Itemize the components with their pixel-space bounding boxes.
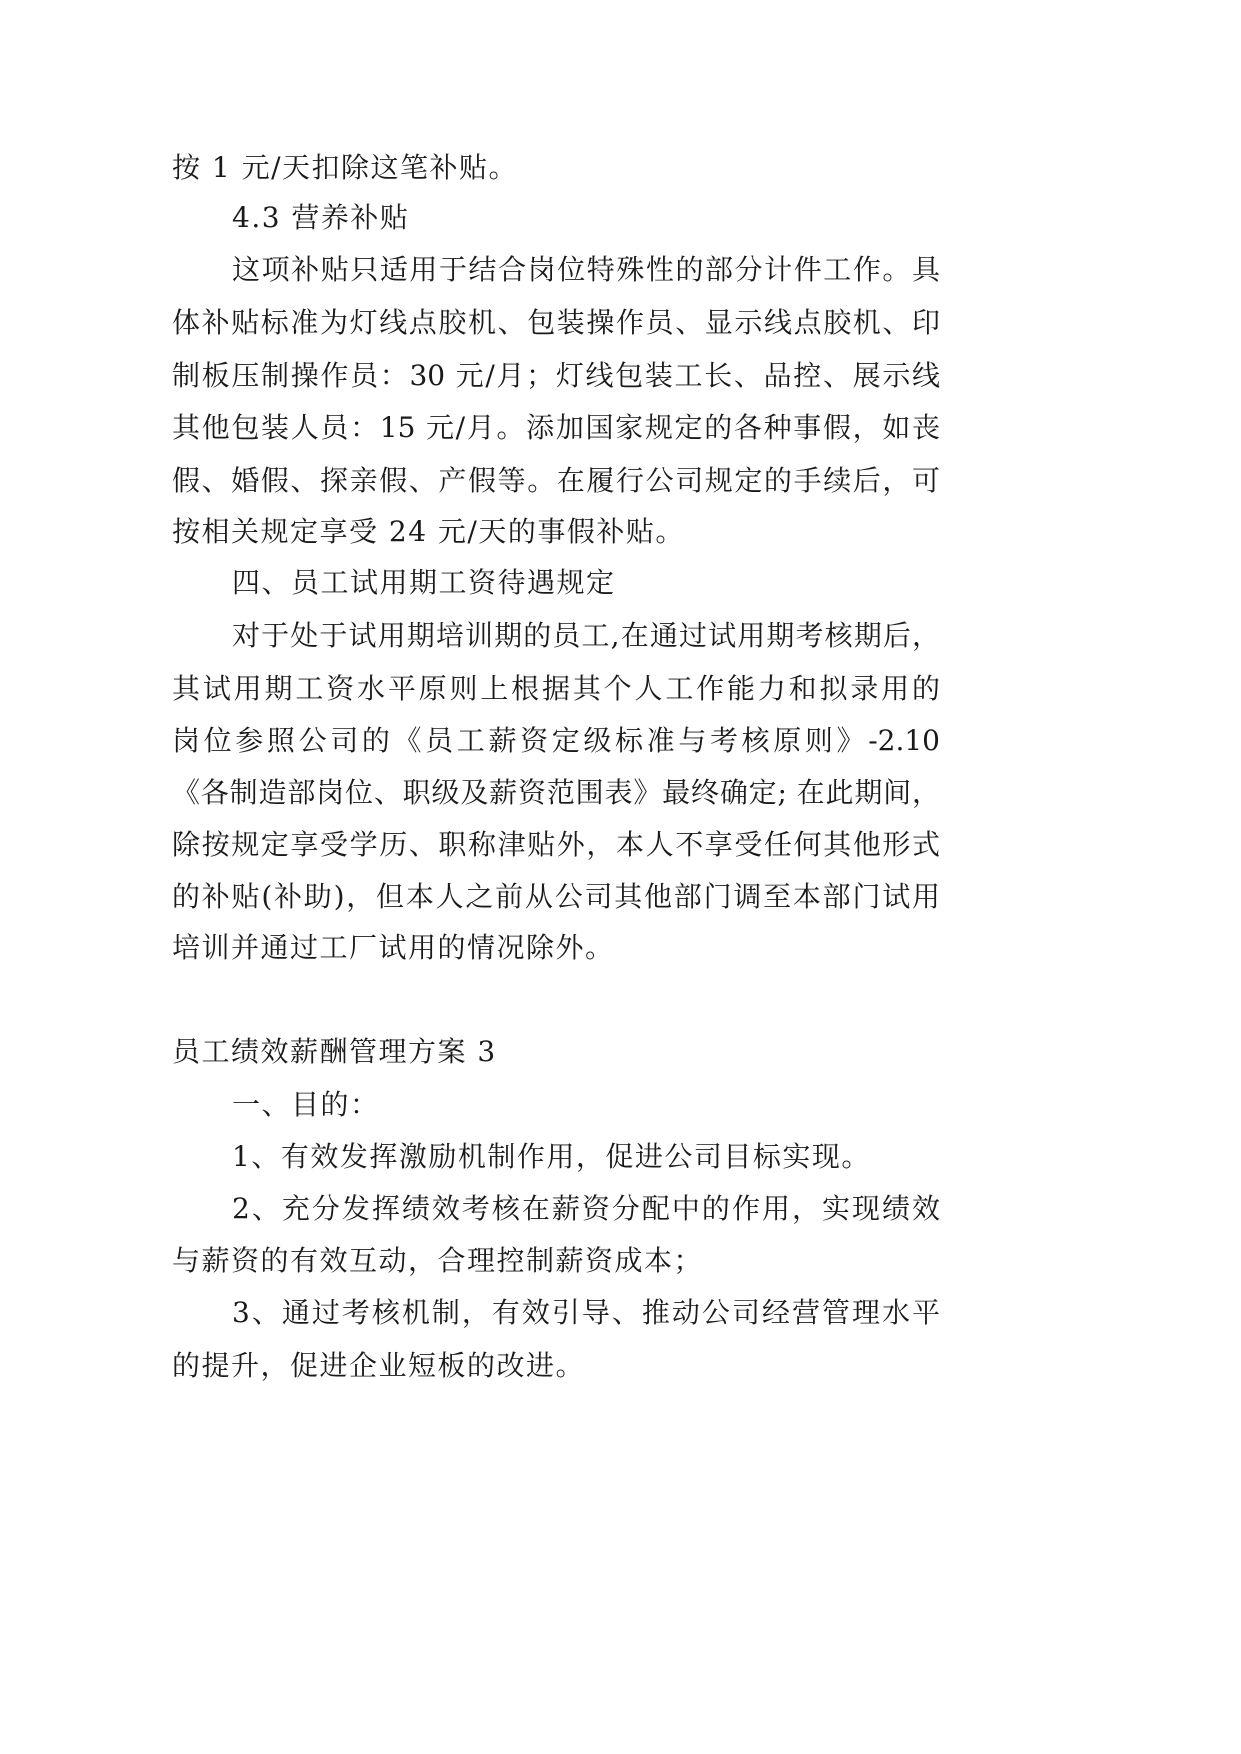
body-text-line: 除按规定享受学历、职称津贴外，本人不享受任何其他形式 <box>172 828 940 861</box>
body-text-line: 按相关规定享受 24 元/天的事假补贴。 <box>172 515 685 548</box>
body-text-line: 制板压制操作员：30 元/月；灯线包装工长、品控、展示线 <box>172 359 940 392</box>
body-text-line: 按 1 元/天扣除这笔补贴。 <box>172 151 519 184</box>
subheading-probation-pay: 四、员工试用期工资待遇规定 <box>232 566 616 599</box>
body-text-line: 对于处于试用期培训期的员工,在通过试用期考核期后， <box>232 619 940 652</box>
body-text-line: 与薪资的有效互动，合理控制薪资成本； <box>172 1244 704 1277</box>
subheading-purpose: 一、目的： <box>232 1088 380 1121</box>
body-text-line: 这项补贴只适用于结合岗位特殊性的部分计件工作。具 <box>232 253 940 286</box>
body-text-line: 其试用期工资水平原则上根据其个人工作能力和拟录用的 <box>172 672 940 705</box>
body-text-line: 假、婚假、探亲假、产假等。在履行公司规定的手续后，可 <box>172 464 940 497</box>
body-text-line: 的提升，促进企业短板的改进。 <box>172 1349 586 1382</box>
list-item: 1、有效发挥激励机制作用，促进公司目标实现。 <box>232 1140 871 1173</box>
body-text-line: 岗位参照公司的《员工薪资定级标准与考核原则》-2.10 <box>172 724 940 757</box>
body-text-line: 《各制造部岗位、职级及薪资范围表》最终确定; 在此期间， <box>172 776 940 809</box>
body-text-line: 的补贴(补助)，但本人之前从公司其他部门调至本部门试用 <box>172 880 940 913</box>
section-title: 员工绩效薪酬管理方案 3 <box>172 1035 497 1068</box>
list-item: 2、充分发挥绩效考核在薪资分配中的作用，实现绩效 <box>232 1192 940 1225</box>
body-text-line: 体补贴标准为灯线点胶机、包装操作员、显示线点胶机、印 <box>172 306 940 339</box>
list-item: 3、通过考核机制，有效引导、推动公司经营管理水平 <box>232 1296 940 1329</box>
body-text-line: 其他包装人员：15 元/月。添加国家规定的各种事假，如丧 <box>172 411 940 444</box>
subheading-nutrition-allowance: 4.3 营养补贴 <box>232 201 410 234</box>
body-text-line: 培训并通过工厂试用的情况除外。 <box>172 931 615 964</box>
